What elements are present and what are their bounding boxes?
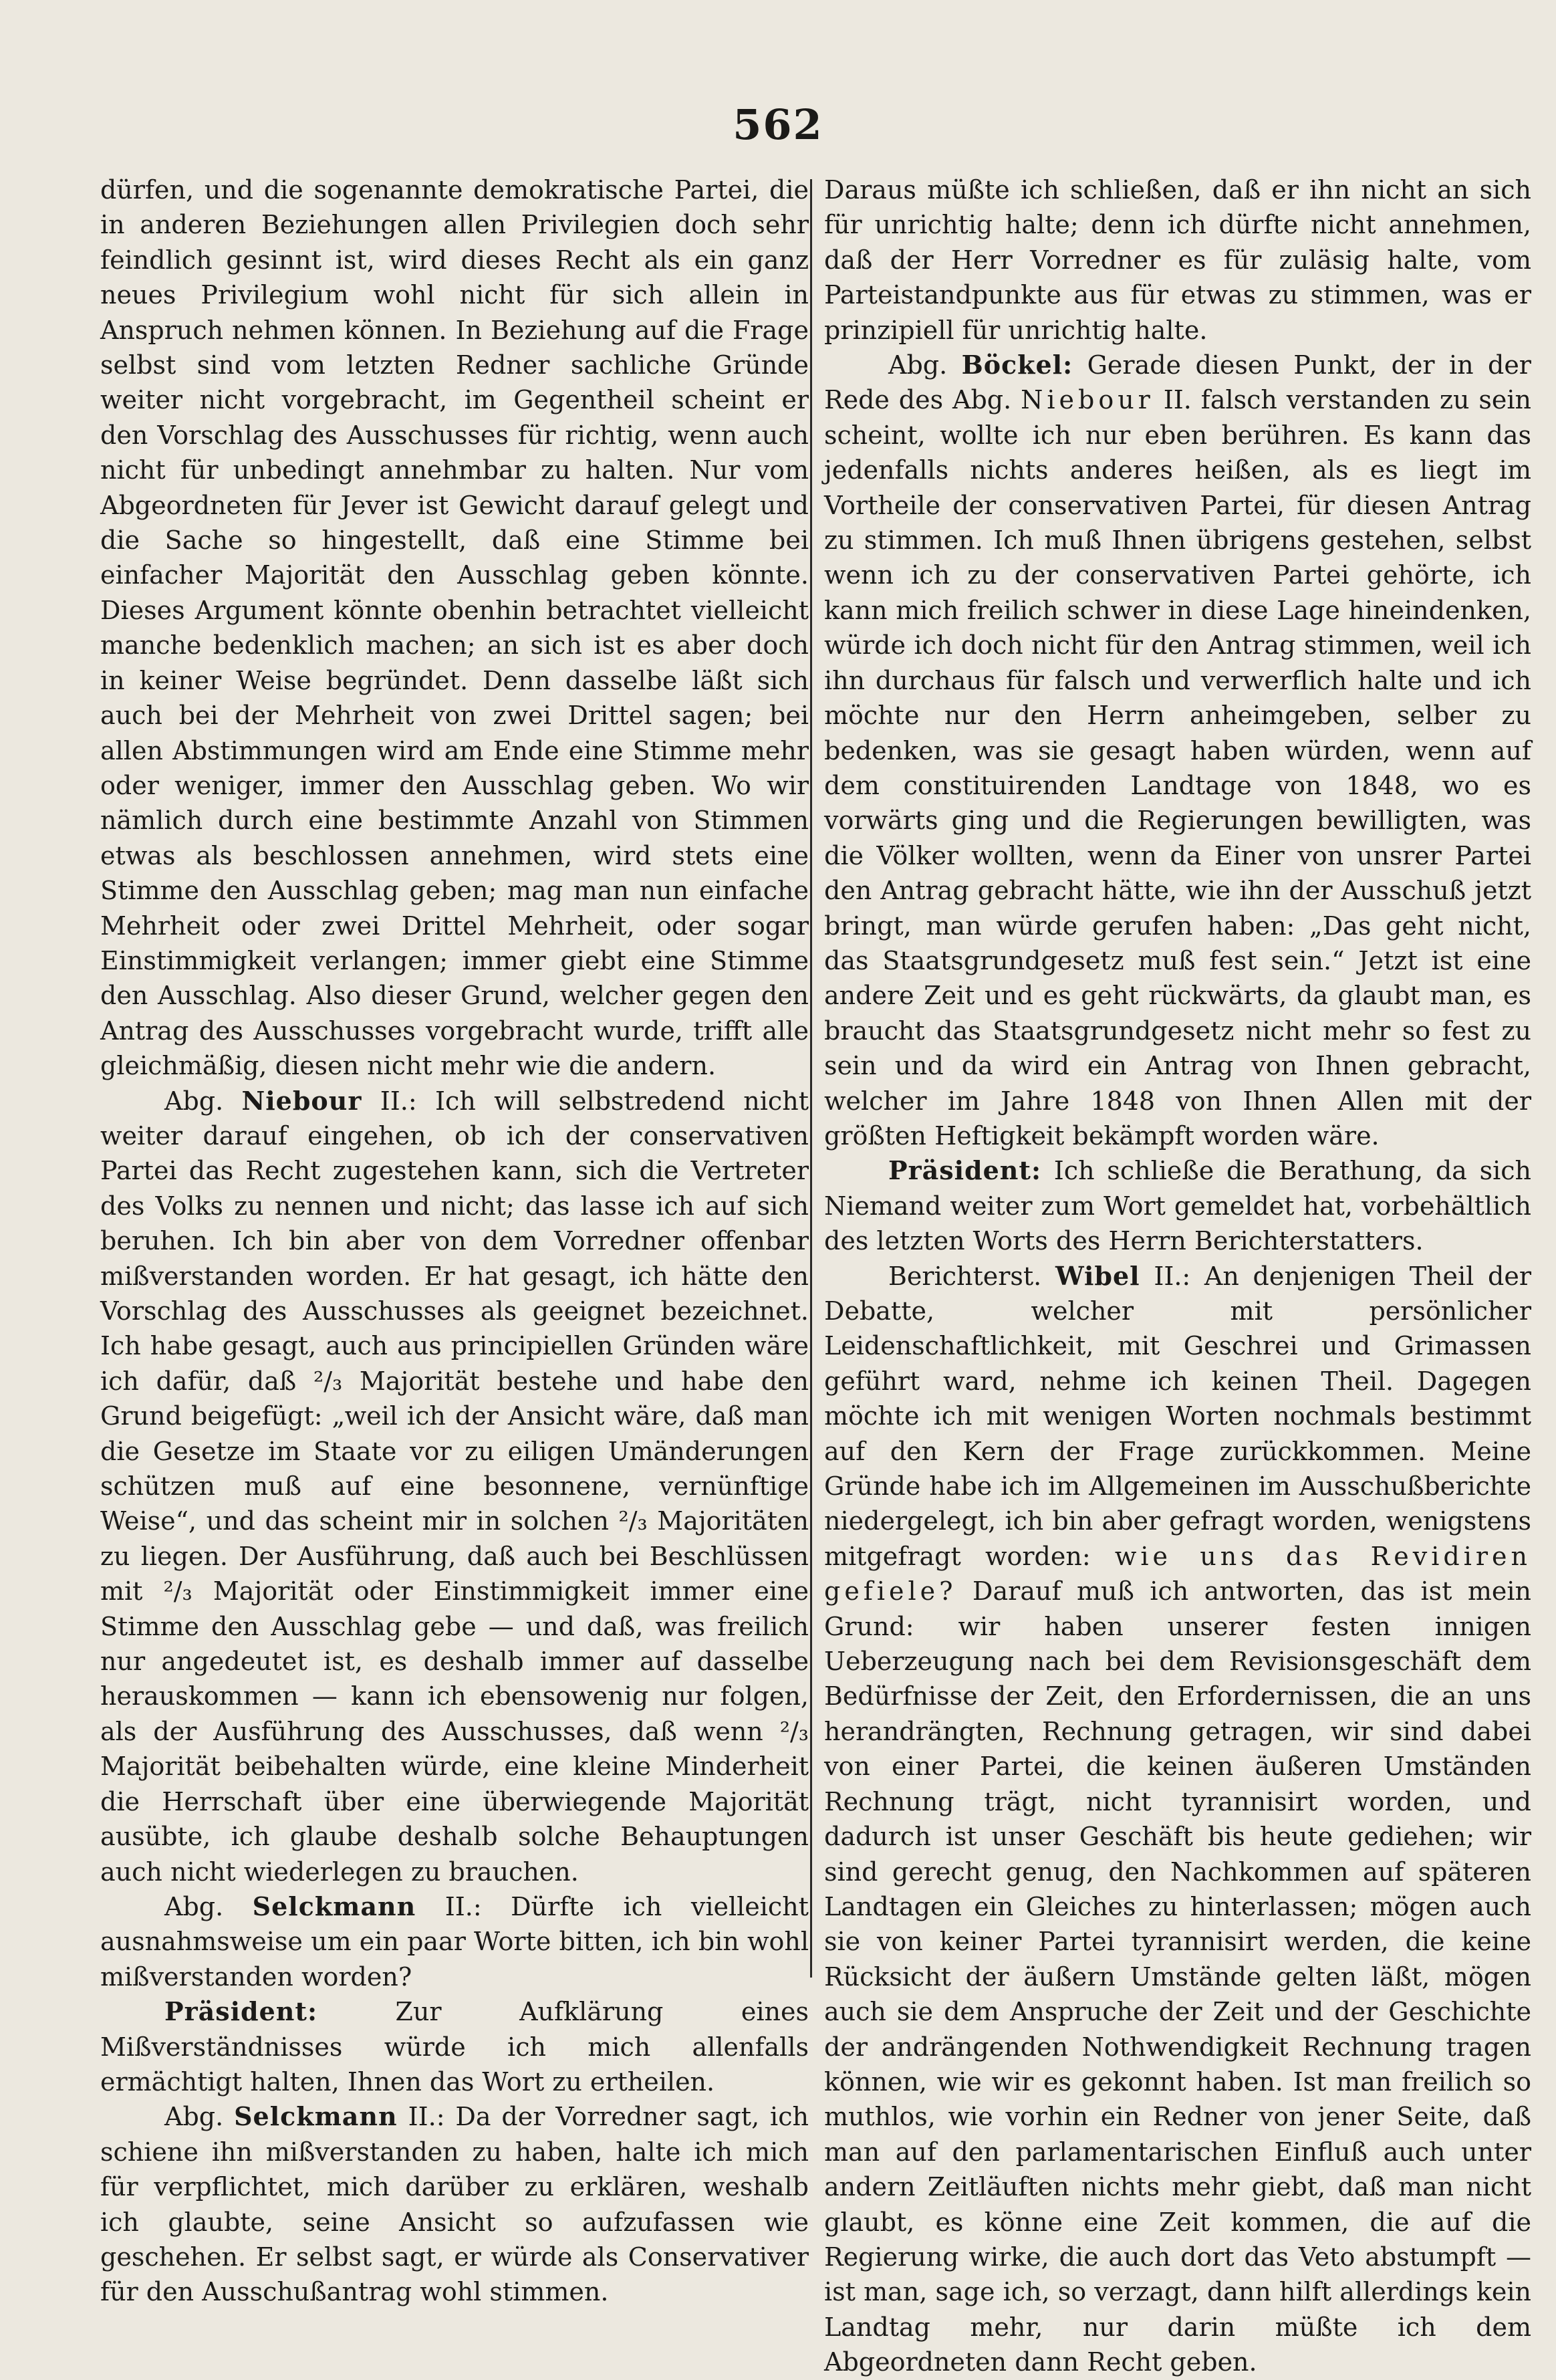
speech-text: Zur Aufklärung eines Mißverständnisses würde ich mich allenfalls ermächtigt halten, Ihnen das Wort zu ertheilen. [100,1997,809,2097]
paragraph [824,172,1531,348]
referenced-name: Niebour [1021,385,1154,415]
speaker-name: Selckmann [234,2101,398,2132]
paragraph-praesident-1 [100,1994,809,2099]
speaker-title: Berichterst. [888,1261,1042,1291]
left-column [100,172,809,2310]
speaker-title: Abg. [164,1891,224,1921]
speaker-name: Selckmann [252,1891,416,1921]
paragraph-niebour [100,1084,809,1889]
speaker-title: Abg. [164,2102,224,2132]
page-number: 562 [733,100,823,149]
speech-text: Ich schließe die Berathung, da sich Niemand weiter zum Wort gemeldet hat, vorbehältlich des letzten Worts des Herrn Berichterstatters. [824,1156,1531,1256]
paragraph-selckmann-2 [100,2099,809,2309]
speaker-suffix: II.: [380,1086,417,1116]
paragraph-boeckel [824,348,1531,1153]
speaker-name: Niebour [241,1085,362,1116]
paragraph-praesident-2 [824,1153,1531,1258]
column-divider [810,179,812,1978]
right-column [824,172,1531,2380]
speaker-suffix: II.: [408,2102,445,2132]
speech-text: An denjenigen Theil der Debatte, welcher mit persönlicher Leidenschaftlichkeit, mit Geschrei und Grimassen geführt ward, nehme ich keinen Theil. Dagegen möchte ich mit wenigen Worten nochmals bestimmt auf den Kern der Frage zurückkommen. Meine Gründe habe ich im Allgemeinen im Ausschußberichte niedergelegt, ich bin aber gefragt worden, wenigstens mitgefragt worden: [824,1261,1531,1571]
paragraph-text: dürfen, und die sogenannte demokratische Partei, die in anderen Beziehungen allen Privilegien doch sehr feindlich gesinnt ist, wird dieses Recht als ein ganz neues Privilegium wohl nicht für sich allein in Anspruch nehmen können. In Beziehung auf die Frage selbst sind vom letzten Redner sachliche Gründe weiter nicht vorgebracht, im Gegentheil scheint er den Vorschlag des Ausschusses für richtig, wenn auch nicht für unbedingt annehmbar zu halten. Nur vom Abgeordneten für Jever ist Gewicht darauf gelegt und die Sache so hingestellt, daß eine Stimme bei einfacher Majorität den Ausschlag geben könnte. Dieses Argument könnte obenhin betrachtet vielleicht manche bedenklich machen; an sich ist es aber doch in keiner Weise begründet. Denn dasselbe läßt sich auch bei der Mehrheit von zwei Drittel sagen; bei allen Abstimmungen wird am Ende eine Stimme mehr oder weniger, immer den Ausschlag geben. Wo wir nämlich durch eine bestimmte Anzahl von Stimmen etwas als beschlossen annehmen, wird stets eine Stimme den Ausschlag geben; mag man nun einfache Mehrheit oder zwei Drittel Mehrheit, oder sogar Einstimmigkeit verlangen; immer giebt eine Stimme den Ausschlag. Also dieser Grund, welcher gegen den Antrag des Ausschusses vorgebracht wurde, trifft alle gleichmäßig, diesen nicht mehr wie die andern. [100,175,809,1081]
paragraph-selckmann-1 [100,1889,809,1994]
paragraph-text: Daraus müßte ich schließen, daß er ihn nicht an sich für unrichtig halte; denn ich dürfte nicht annehmen, daß der Herr Vorredner es für zuläsig halte, vom Parteistandpunkte aus für etwas zu stimmen, was er prinzipiell für unrichtig halte. [824,175,1531,345]
speaker-name: Präsident: [888,1155,1042,1186]
speech-text: Ich will selbstredend nicht weiter darauf eingehen, ob ich der conservativen Partei das Recht zugestehen kann, sich die Vertreter des Volks zu nennen und nicht; das lasse ich auf sich beruhen. Ich bin aber von dem Vorredner offenbar mißverstanden worden. Er hat gesagt, ich hätte den Vorschlag des Ausschusses als geeignet bezeichnet. Ich habe gesagt, auch aus principiellen Gründen wäre ich dafür, daß ²/₃ Majorität bestehe und habe den Grund beigefügt: „weil ich der Ansicht wäre, daß man die Gesetze im Staate vor zu eiligen Umänderungen schützen muß auf eine besonnene, vernünftige Weise“, und das scheint mir in solchen ²/₃ Majoritäten zu liegen. Der Ausführung, daß auch bei Beschlüssen mit ²/₃ Majorität oder Einstimmigkeit immer eine Stimme den Ausschlag gebe — und daß, was freilich nur angedeutet ist, es deshalb immer auf dasselbe herauskommen — kann ich ebensowenig nur folgen, als der Ausführung des Ausschusses, daß wenn ²/₃ Majorität beibehalten würde, eine kleine Minderheit die Herrschaft über eine überwiegende Majorität ausübte, ich glaube deshalb solche Behauptungen auch nicht wiederlegen zu brauchen. [100,1086,809,1887]
paragraph [100,172,809,1084]
paragraph-wibel [824,1259,1531,2380]
emphasized-text: wie uns das Revidiren gefiele? [824,1541,1531,1606]
speaker-suffix: II.: [1154,1261,1191,1291]
speech-text: Darauf muß ich antworten, das ist mein Grund: wir haben unserer festen innigen Ueberzeugung nach bei dem Revisionsgeschäft dem Bedürfnisse der Zeit, den Erfordernissen, die an uns herandrängten, Rechnung getragen, wir sind dabei von einer Partei, die keinen äußeren Umständen Rechnung trägt, nicht tyrannisirt worden, und dadurch ist unser Geschäft bis heute gediehen; wir sind gerecht genug, den Nachkommen auf späteren Landtagen ein Gleiches zu hinterlassen; mögen auch sie von keiner Partei tyrannisirt werden, die keine Rücksicht der äußern Umstände gelten läßt, mögen auch sie dem Anspruche der Zeit und der Geschichte der andrängenden Nothwendigkeit Rechnung tragen können, wie wir es gekonnt haben. Ist man freilich so muthlos, wie vorhin ein Redner von jener Seite, daß man auf den parlamentarischen Einfluß auch unter andern Zeitläuften nichts mehr giebt, daß man nicht glaubt, es könne eine Zeit kommen, die auf die Regierung wirke, die auch dort das Veto abstumpft — ist man, sage ich, so verzagt, dann hilft allerdings kein Landtag mehr, nur darin müßte ich dem Abgeordneten dann Recht geben. [824,1576,1531,2377]
speaker-suffix: II.: [444,1891,482,1921]
speech-text: Gerade diesen Punkt, der in der Rede des Abg. [824,350,1531,415]
speech-text: Da der Vorredner sagt, ich schiene ihn mißverstanden zu haben, halte ich mich für verpflichtet, mich darüber zu erklären, weshalb ich glaubte, seine Ansicht so aufzufassen wie geschehen. Er selbst sagt, er würde als Conservativer für den Ausschußantrag wohl stimmen. [100,2102,809,2307]
speaker-title: Abg. [888,350,948,380]
speaker-name: Böckel: [961,350,1073,380]
speaker-name: Wibel [1055,1260,1140,1291]
speech-text: II. falsch verstanden zu sein scheint, wollte ich nur eben berühren. Es kann das jedenfalls nichts anderes heißen, als es liegt im Vortheile der conservativen Partei, für diesen Antrag zu stimmen. Ich muß Ihnen übrigens gestehen, selbst wenn ich zu der conservativen Partei gehörte, ich kann mich freilich schwer in diese Lage hineindenken, würde ich doch nicht für den Antrag stimmen, weil ich ihn durchaus für falsch und verwerflich halte und ich möchte nur den Herrn anheimgeben, selber zu bedenken, was sie gesagt haben würden, wenn auf dem constituirenden Landtage von 1848, wo es vorwärts ging und die Regierungen bewilligten, was die Völker wollten, wenn da Einer von unsrer Partei den Antrag gebracht hätte, wie ihn der Ausschuß jetzt bringt, man würde gerufen haben: „Das geht nicht, das Staatsgrundgesetz muß fest sein.“ Jetzt ist eine andere Zeit und es geht rückwärts, da glaubt man, es braucht das Staatsgrundgesetz nicht mehr so fest zu sein und da wird ein Antrag von Ihnen gebracht, welcher im Jahre 1848 von Ihnen Allen mit der größten Heftigkeit bekämpft worden wäre. [824,385,1531,1151]
speaker-name: Präsident: [164,1996,318,2027]
speaker-title: Abg. [164,1086,224,1116]
speech-text: Dürfte ich vielleicht ausnahmsweise um ein paar Worte bitten, ich bin wohl mißverstanden worden? [100,1891,809,1992]
